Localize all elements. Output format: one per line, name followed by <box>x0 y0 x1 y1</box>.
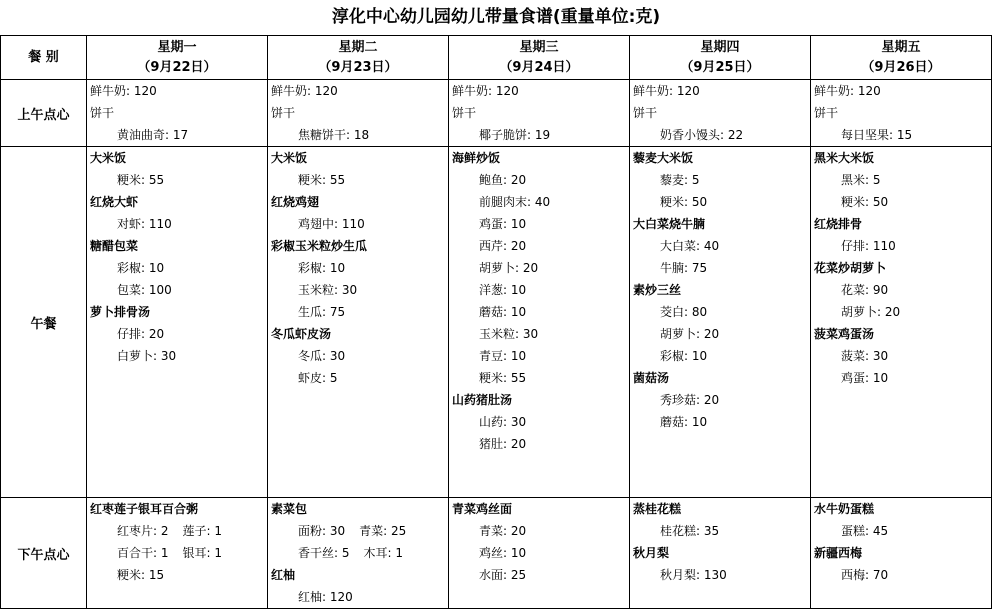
dish-name: 红柚 <box>271 568 296 582</box>
ingredient-line <box>268 542 448 564</box>
menu-item: 鲜牛奶: 120 <box>814 84 881 98</box>
dish-name: 菠菜鸡蛋汤 <box>814 327 875 341</box>
ingredient-line: 西芹: 20 <box>479 239 527 253</box>
ingredient-line: 红柚: 120 <box>298 590 353 604</box>
day-name: 星期三 <box>519 39 559 55</box>
ingredient-line: 粳米: 55 <box>117 173 165 187</box>
day-header-friday <box>811 36 992 80</box>
ingredient-line: 彩椒: 10 <box>660 349 708 363</box>
day-header-thursday <box>630 36 811 80</box>
dish-name: 大米饭 <box>271 151 308 165</box>
ingredient-line: 鸡蛋: 10 <box>841 371 889 385</box>
ingredient-line: 虾皮: 5 <box>298 371 338 385</box>
menu-item: 饼干 <box>814 106 839 120</box>
ingredient-amount: 银耳: 1 <box>182 546 222 560</box>
ingredient-line: 青豆: 10 <box>479 349 527 363</box>
ingredient-line: 水面: 25 <box>479 568 527 582</box>
ingredient-line: 黄油曲奇: 17 <box>117 128 189 142</box>
menu-cell <box>268 498 449 609</box>
menu-item: 饼干 <box>271 106 296 120</box>
ingredient-line: 青菜: 20 <box>479 524 527 538</box>
meal-column-header: 餐 别 <box>1 36 87 80</box>
ingredient-line: 鸡翅中: 110 <box>298 217 365 231</box>
dish-name: 糖醋包菜 <box>90 239 139 253</box>
header-row <box>1 36 992 80</box>
dish-name: 秋月梨 <box>633 546 670 560</box>
ingredient-line: 椰子脆饼: 19 <box>479 128 551 142</box>
ingredient-amount: 青菜: 25 <box>359 524 407 538</box>
ingredient-line: 冬瓜: 30 <box>298 349 346 363</box>
dish-name: 红枣莲子银耳百合粥 <box>90 502 199 516</box>
day-date: （9月23日） <box>318 59 398 75</box>
dish-name: 素炒三丝 <box>633 283 682 297</box>
menu-cell <box>811 498 992 609</box>
ingredient-line: 焦糖饼干: 18 <box>298 128 370 142</box>
ingredient-line <box>268 520 448 542</box>
menu-cell <box>449 80 630 147</box>
ingredient-line: 茭白: 80 <box>660 305 708 319</box>
day-date: （9月25日） <box>680 59 760 75</box>
day-date: （9月22日） <box>137 59 217 75</box>
ingredient-line: 仔排: 20 <box>117 327 165 341</box>
ingredient-line: 猪肚: 20 <box>479 437 527 451</box>
ingredient-amount: 百合干: 1 <box>117 546 169 560</box>
dish-name: 水牛奶蛋糕 <box>814 502 875 516</box>
lunch-row <box>1 147 992 498</box>
dish-name: 冬瓜虾皮汤 <box>271 327 332 341</box>
dish-name: 红烧大虾 <box>90 195 139 209</box>
ingredient-line: 每日坚果: 15 <box>841 128 913 142</box>
ingredient-line <box>87 542 267 564</box>
ingredient-line: 仔排: 110 <box>841 239 896 253</box>
ingredient-line: 藜麦: 5 <box>660 173 700 187</box>
dish-name: 大白菜烧牛腩 <box>633 217 706 231</box>
dish-name: 红烧鸡翅 <box>271 195 320 209</box>
ingredient-line: 鸡蛋: 10 <box>479 217 527 231</box>
ingredient-line: 粳米: 50 <box>841 195 889 209</box>
menu-item: 鲜牛奶: 120 <box>452 84 519 98</box>
day-name: 星期一 <box>157 39 197 55</box>
ingredient-amount: 红枣片: 2 <box>117 524 169 538</box>
day-header-monday <box>87 36 268 80</box>
dish-name: 菌菇汤 <box>633 371 670 385</box>
ingredient-line: 洋葱: 10 <box>479 283 527 297</box>
dish-name: 大米饭 <box>90 151 127 165</box>
dish-name: 新疆西梅 <box>814 546 863 560</box>
page-title: 淳化中心幼儿园幼儿带量食谱(重量单位:克) <box>331 7 661 27</box>
menu-item: 饼干 <box>452 106 477 120</box>
dish-name: 山药猪肚汤 <box>452 393 513 407</box>
ingredient-amount: 莲子: 1 <box>182 524 222 538</box>
ingredient-line: 生瓜: 75 <box>298 305 346 319</box>
ingredient-line: 鸡丝: 10 <box>479 546 527 560</box>
ingredient-line: 大白菜: 40 <box>660 239 720 253</box>
day-date: （9月24日） <box>499 59 579 75</box>
meal-label: 上午点心 <box>1 80 87 147</box>
dish-name: 青菜鸡丝面 <box>452 502 513 516</box>
ingredient-line: 蛋糕: 45 <box>841 524 889 538</box>
menu-cell <box>630 498 811 609</box>
menu-table <box>0 35 992 609</box>
menu-cell <box>449 498 630 609</box>
ingredient-line: 白萝卜: 30 <box>117 349 177 363</box>
menu-item: 鲜牛奶: 120 <box>271 84 338 98</box>
ingredient-line: 花菜: 90 <box>841 283 889 297</box>
ingredient-line: 前腿肉末: 40 <box>479 195 551 209</box>
ingredient-line: 秀珍菇: 20 <box>660 393 720 407</box>
menu-item: 饼干 <box>633 106 658 120</box>
ingredient-line: 黑米: 5 <box>841 173 881 187</box>
menu-cell <box>811 147 992 498</box>
dish-name: 海鲜炒饭 <box>452 151 501 165</box>
ingredient-line: 蘑菇: 10 <box>479 305 527 319</box>
day-header-tuesday <box>268 36 449 80</box>
ingredient-amount: 香干丝: 5 <box>298 546 350 560</box>
ingredient-line: 粳米: 15 <box>117 568 165 582</box>
ingredient-amount: 面粉: 30 <box>298 524 346 538</box>
ingredient-line: 胡萝卜: 20 <box>841 305 901 319</box>
ingredient-line: 鲍鱼: 20 <box>479 173 527 187</box>
dish-name: 彩椒玉米粒炒生瓜 <box>271 239 368 253</box>
ingredient-line: 玉米粒: 30 <box>479 327 539 341</box>
day-header-wednesday <box>449 36 630 80</box>
ingredient-line: 西梅: 70 <box>841 568 889 582</box>
ingredient-line: 彩椒: 10 <box>117 261 165 275</box>
dish-name: 花菜炒胡萝卜 <box>814 261 887 275</box>
day-name: 星期五 <box>881 39 921 55</box>
menu-cell <box>449 147 630 498</box>
meal-label: 下午点心 <box>1 498 87 609</box>
ingredient-line: 蘑菇: 10 <box>660 415 708 429</box>
dish-name: 黑米大米饭 <box>814 151 875 165</box>
morning-snack-row <box>1 80 992 147</box>
ingredient-line: 胡萝卜: 20 <box>479 261 539 275</box>
menu-cell <box>87 147 268 498</box>
day-name: 星期二 <box>338 39 378 55</box>
dish-name: 藜麦大米饭 <box>633 151 694 165</box>
menu-cell <box>268 80 449 147</box>
ingredient-line: 桂花糕: 35 <box>660 524 720 538</box>
ingredient-line: 山药: 30 <box>479 415 527 429</box>
menu-cell <box>811 80 992 147</box>
dish-name: 萝卜排骨汤 <box>90 305 151 319</box>
ingredient-line: 粳米: 55 <box>479 371 527 385</box>
ingredient-line: 牛腩: 75 <box>660 261 708 275</box>
menu-item: 鲜牛奶: 120 <box>90 84 157 98</box>
menu-item: 鲜牛奶: 120 <box>633 84 700 98</box>
ingredient-line: 包菜: 100 <box>117 283 172 297</box>
day-date: （9月26日） <box>861 59 941 75</box>
dish-name: 素菜包 <box>271 502 308 516</box>
dish-name: 蒸桂花糕 <box>633 502 682 516</box>
ingredient-line: 胡萝卜: 20 <box>660 327 720 341</box>
menu-cell <box>268 147 449 498</box>
afternoon-snack-row <box>1 498 992 609</box>
ingredient-line: 粳米: 55 <box>298 173 346 187</box>
ingredient-line: 秋月梨: 130 <box>660 568 727 582</box>
menu-cell <box>87 80 268 147</box>
meal-label: 午餐 <box>1 147 87 498</box>
menu-cell <box>630 147 811 498</box>
ingredient-line: 玉米粒: 30 <box>298 283 358 297</box>
ingredient-line: 粳米: 50 <box>660 195 708 209</box>
day-name: 星期四 <box>700 39 740 55</box>
menu-item: 饼干 <box>90 106 115 120</box>
dish-name: 红烧排骨 <box>814 217 863 231</box>
menu-cell <box>87 498 268 609</box>
ingredient-line: 彩椒: 10 <box>298 261 346 275</box>
menu-cell <box>630 80 811 147</box>
ingredient-line: 菠菜: 30 <box>841 349 889 363</box>
ingredient-line: 奶香小馒头: 22 <box>660 128 744 142</box>
ingredient-amount: 木耳: 1 <box>363 546 403 560</box>
ingredient-line <box>87 520 267 542</box>
ingredient-line: 对虾: 110 <box>117 217 172 231</box>
